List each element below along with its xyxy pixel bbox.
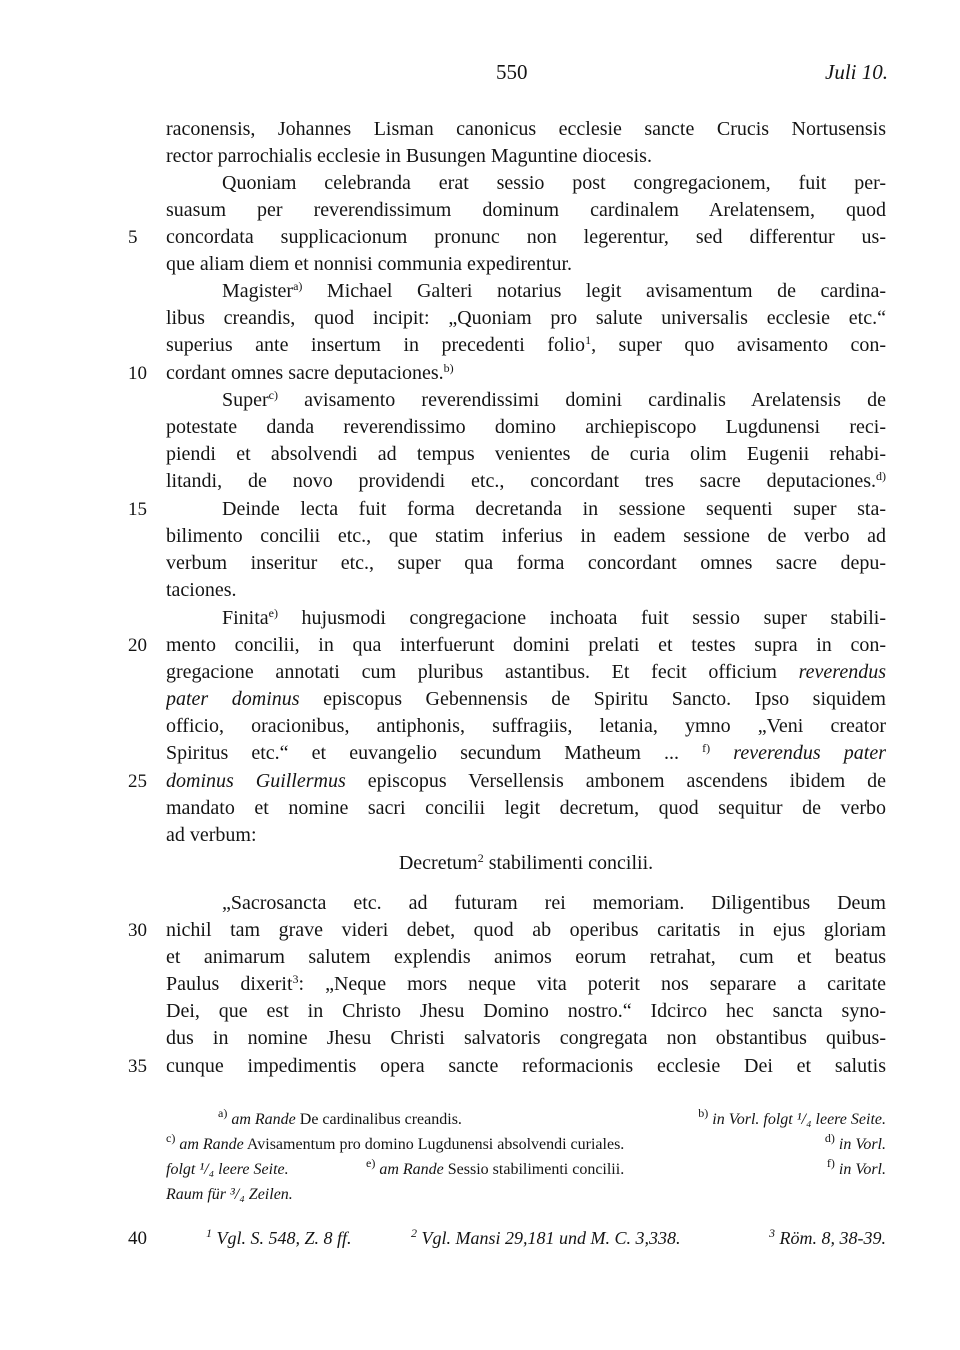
text-line: superius ante insertum in precedenti folio$^1$, super quo avisamento con- — [166, 333, 886, 356]
note-marker: 3 — [769, 1226, 775, 1240]
apparatus-line: $^{c)}$ am Rande Avisamentum pro domino Lugdunensi absolvendi curiales. $^{d)}$ in Vorl. — [166, 1133, 886, 1153]
apparatus-line: Raum für ³/₄ Zeilen. — [166, 1186, 293, 1203]
text-line: Magister$^{a)}$ Michael Galteri notarius legit avisamentum de cardina- — [222, 279, 886, 302]
text-line: „Sacrosancta etc. ad futuram rei memoriam. Diligentibus Deum — [222, 892, 886, 914]
note-marker: 2 — [411, 1226, 417, 1240]
note-marker: b) — [698, 1108, 709, 1120]
note-marker: e) — [268, 606, 278, 620]
text-line: Super$^{c)}$ avisamento reverendissimi domini cardinalis Arelatensis de — [222, 388, 886, 411]
note-marker: 1 — [206, 1226, 212, 1240]
note-marker: c) — [166, 1133, 176, 1145]
text-line: Dei, que est in Christo Jhesu Domino nostro.“ Idcirco hec sancta syno- — [166, 1000, 886, 1022]
decree-title: Decretum$^2$ stabilimenti concilii. — [398, 851, 654, 874]
text-line: bilimento concilii etc., que statim inferius in eadem sessione de verbo ad — [166, 525, 886, 547]
text-line: piendi et absolvendi ad tempus venientes de curia olim Eugenii rehabi- — [166, 443, 886, 465]
note-marker: f) — [826, 1158, 835, 1170]
line-number-15: 15 — [128, 499, 147, 520]
text-line: ad verbum: — [166, 824, 257, 846]
text-line: cordant omnes sacre deputaciones.$^{b)}$ — [166, 361, 454, 384]
text-line: pater dominus episcopus Gebennensis de Spiritu Sancto. Ipso siquidem — [166, 688, 886, 710]
note-marker: d) — [876, 469, 886, 483]
note-marker: 2 — [477, 851, 484, 865]
line-number-35: 35 — [128, 1056, 147, 1077]
text-line: raconensis, Johannes Lisman canonicus ecclesie sancte Crucis Nortusensis — [166, 118, 886, 140]
note-marker: c) — [268, 388, 278, 402]
note-marker: b) — [443, 361, 454, 375]
text-line: taciones. — [166, 579, 237, 601]
text-line: Quoniam celebranda erat sessio post congregacionem, fuit per- — [222, 172, 886, 194]
line-number-20: 20 — [128, 635, 147, 656]
text-line: litandi, de novo providendi etc., concordant tres sacre deputaciones.$^{d)}$ — [166, 469, 886, 492]
text-line: et animarum salutem explendis animos eorum retrahat, cum et beatus — [166, 946, 886, 968]
text-line: officio, oracionibus, antiphonis, suffragiis, letania, ymno „Veni creator — [166, 715, 886, 737]
text-line: suasum per reverendissimum dominum cardinalem Arelatensem, quod — [166, 199, 886, 221]
text-line: Paulus dixerit$^3$: „Neque mors neque vita poterit nos separare a caritate — [166, 972, 886, 995]
text-line: Finita$^{e)}$ hujusmodi congregacione inchoata fuit sessio super stabili- — [222, 606, 886, 629]
text-line: libus creandis, quod incipit: „Quoniam pro salute universalis ecclesie etc.“ — [166, 307, 886, 329]
line-number-30: 30 — [128, 920, 147, 941]
text-line: Spiritus etc.“ et euvangelio secundum Matheum ... $^{f)}$ reverendus pater — [166, 741, 886, 764]
text-line: que aliam diem et nonnisi communia expedirentur. — [166, 253, 573, 275]
note-marker: 1 — [585, 333, 592, 347]
note-marker: a) — [218, 1108, 228, 1120]
text-line: rector parrochialis ecclesie in Busungen Maguntine diocesis. — [166, 145, 652, 167]
note-marker: 3 — [292, 972, 299, 986]
text-line: concordata supplicacionum pronunc non legerentur, sed differentur us- — [166, 226, 886, 248]
note-marker: f) — [702, 741, 711, 755]
text-line: potestate danda reverendissimo domino archiepiscopo Lugdunensi reci- — [166, 416, 886, 438]
apparatus-line: folgt ¹/₄ leere Seite. $^{e)}$ am Rande Sessio stabilimenti concilii. $^{f)}$ in Vorl. — [166, 1158, 886, 1178]
text-line: mento concilii, in qua interfuerunt domini prelati et testes supra in con- — [166, 634, 886, 656]
note-marker: d) — [824, 1133, 835, 1145]
text-line: nichil tam grave videri debet, quod ab operibus caritatis in ejus gloriam — [166, 919, 886, 941]
text-line: cunque impedimentis opera sancte reformacionis ecclesie Dei et salutis — [166, 1055, 886, 1077]
page-number: 550 — [496, 60, 528, 84]
line-number-5: 5 — [128, 227, 138, 248]
text-line: gregacione annotati cum pluribus astantibus. Et fecit officium reverendus — [166, 661, 886, 683]
line-number-40: 40 — [128, 1228, 147, 1249]
footnote-line: $^1$ Vgl. S. 548, Z. 8 ff. $^2$ Vgl. Mansi 29,181 und M. C. 3,338. $^3$ Röm. 8, 38-39. — [206, 1226, 886, 1248]
line-number-25: 25 — [128, 771, 147, 792]
note-marker: e) — [366, 1158, 376, 1170]
note-marker: a) — [293, 279, 303, 293]
text-line: mandato et nomine sacri concilii legit decretum, quod sequitur de verbo — [166, 797, 886, 819]
text-line: Deinde lecta fuit forma decretanda in sessione sequenti super sta- — [222, 498, 886, 520]
running-head-date: Juli 10. — [825, 60, 888, 84]
text-line: dus in nomine Jhesu Christi salvatoris congregata non obstantibus quibus- — [166, 1027, 886, 1049]
text-line: verbum inseritur etc., super qua forma concordant omnes sacre depu- — [166, 552, 886, 574]
line-number-10: 10 — [128, 363, 147, 384]
apparatus-line: $^{a)}$ am Rande De cardinalibus creandis. $^{b)}$ in Vorl. folgt ¹/₄ leere Seite. — [218, 1108, 886, 1128]
text-line: dominus Guillermus episcopus Versellensis ambonem ascendens ibidem de — [166, 770, 886, 792]
